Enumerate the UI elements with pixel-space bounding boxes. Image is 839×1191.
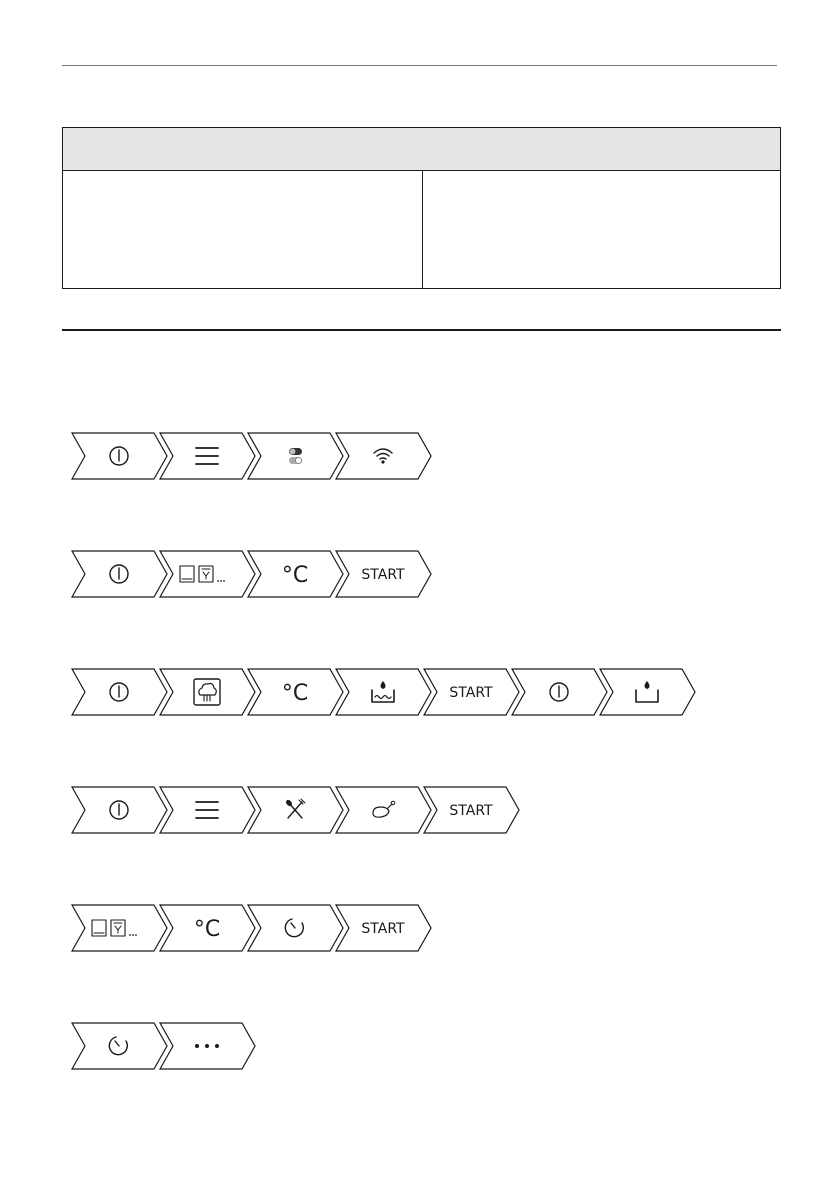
start-label	[449, 803, 493, 819]
sequence-2	[70, 549, 433, 599]
sequence-1	[70, 431, 433, 481]
info-table	[62, 127, 781, 289]
header-rule	[62, 65, 777, 66]
step-chevron	[72, 669, 167, 715]
step-chevron	[160, 433, 255, 479]
chevron-shape	[600, 669, 695, 715]
temperature-unit-text: °C	[281, 563, 309, 588]
step-chevron	[600, 669, 695, 715]
sequence-2-chevrons	[70, 549, 433, 599]
step-chevron	[160, 787, 255, 833]
step-chevron	[248, 433, 343, 479]
step-chevron	[160, 1023, 255, 1069]
start-label	[449, 685, 493, 701]
chevron-shape	[336, 787, 431, 833]
sequence-6-chevrons	[70, 1021, 257, 1071]
step-chevron	[72, 433, 167, 479]
step-chevron	[336, 787, 431, 833]
step-chevron	[72, 905, 167, 951]
section-divider	[62, 329, 781, 331]
sequence-3	[70, 667, 697, 717]
start-label	[361, 921, 405, 937]
info-table-header	[63, 128, 780, 171]
step-chevron	[336, 551, 431, 597]
chevron-shape	[336, 669, 431, 715]
temperature-icon	[194, 917, 220, 942]
start-text: START	[361, 567, 405, 583]
step-chevron	[72, 787, 167, 833]
chevron-shape	[160, 669, 255, 715]
temperature-unit-text: °C	[193, 917, 221, 942]
step-chevron	[160, 551, 255, 597]
step-chevron	[72, 1023, 167, 1069]
step-chevron	[72, 551, 167, 597]
step-chevron	[336, 905, 431, 951]
step-chevron	[160, 905, 255, 951]
sequence-1-chevrons	[70, 431, 433, 481]
sequence-4	[70, 785, 521, 835]
sequence-6	[70, 1021, 257, 1071]
start-label	[361, 567, 405, 583]
step-chevron	[336, 669, 431, 715]
step-chevron	[248, 905, 343, 951]
info-table-cell-right	[423, 171, 780, 288]
info-table-cell-left	[63, 171, 423, 288]
start-text: START	[361, 921, 405, 937]
step-chevron	[512, 669, 607, 715]
step-chevron	[248, 551, 343, 597]
sequence-5	[70, 903, 433, 953]
chevron-shape	[248, 433, 343, 479]
chevron-shape	[336, 433, 431, 479]
sequence-3-chevrons	[70, 667, 697, 717]
temperature-icon	[282, 681, 308, 706]
sequence-5-chevrons	[70, 903, 433, 953]
step-chevron	[424, 669, 519, 715]
step-chevron	[336, 433, 431, 479]
temperature-unit-text: °C	[281, 681, 309, 706]
step-chevron	[248, 787, 343, 833]
start-text: START	[449, 685, 493, 701]
step-chevron	[160, 669, 255, 715]
sequence-4-chevrons	[70, 785, 521, 835]
temperature-icon	[282, 563, 308, 588]
step-chevron	[424, 787, 519, 833]
start-text: START	[449, 803, 493, 819]
step-chevron	[248, 669, 343, 715]
